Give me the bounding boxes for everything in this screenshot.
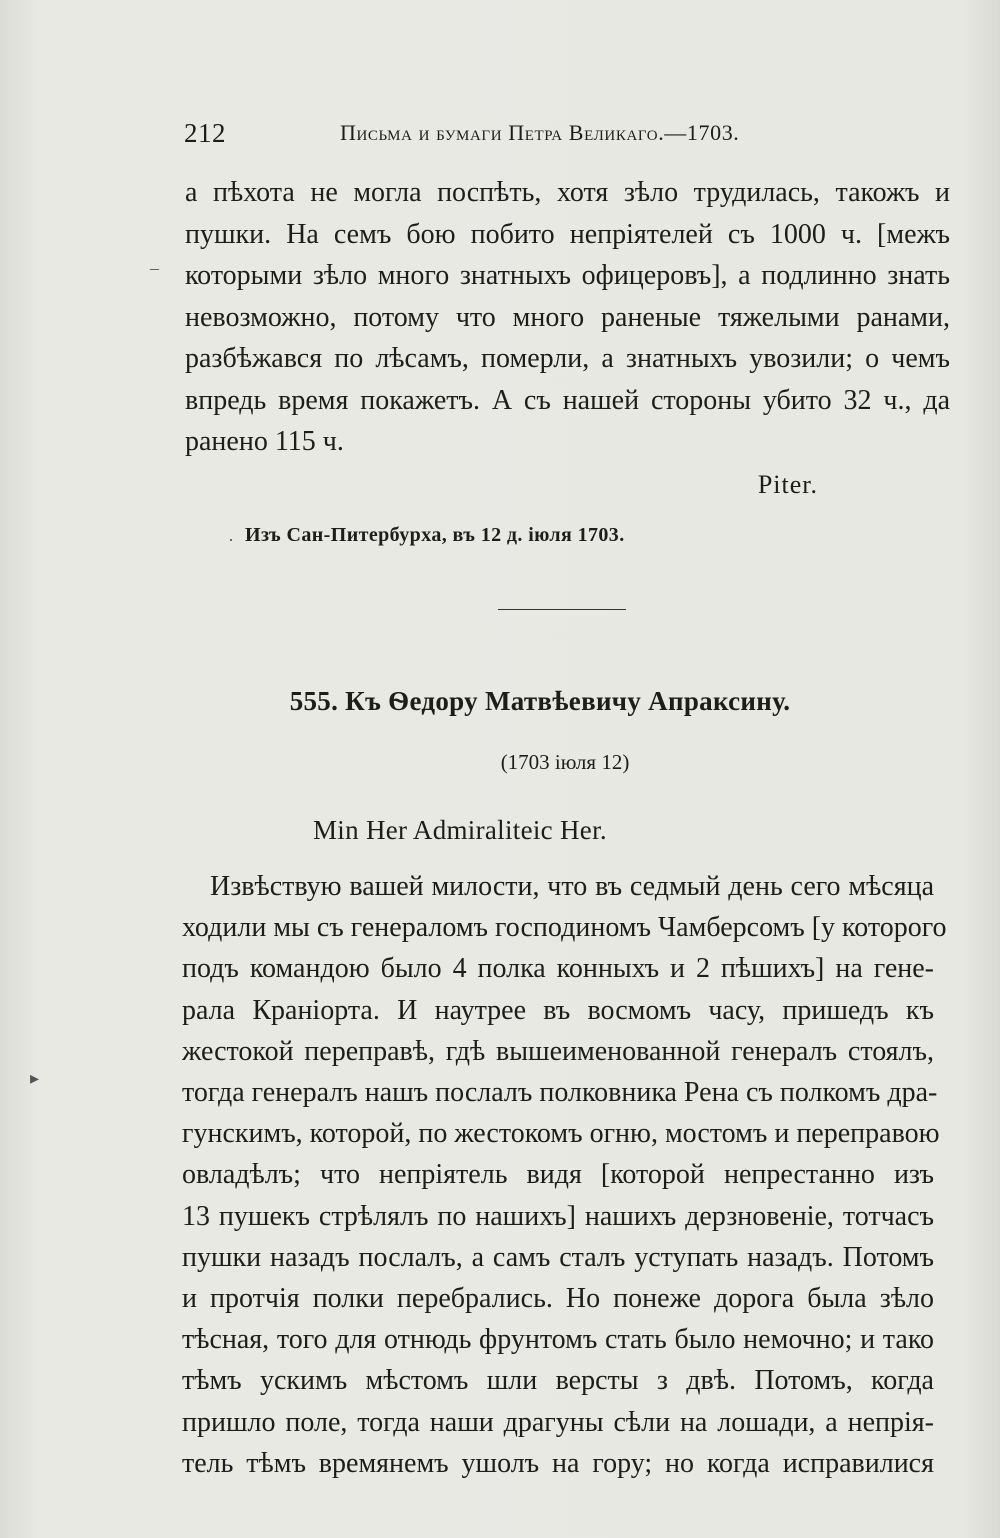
text-line: невозможно, потому что много раненые тяжелыми ранами, xyxy=(185,301,950,333)
text-line: ходили мы съ генераломъ господиномъ Чамберсомъ [у которого xyxy=(182,912,947,944)
text-line: и протчія полки перебрались. Но понеже дорога была зѣло xyxy=(182,1283,934,1315)
text-line: впредь время покажетъ. А съ нашей стороны убито 32 ч., да xyxy=(185,384,950,416)
salutation: Min Her Admiraliteic Her. xyxy=(313,815,607,845)
running-head: Письма и бумаги Петра Великаго.—1703. xyxy=(340,120,740,145)
text-line: ранено 115 ч. xyxy=(185,426,344,457)
text-line: тель тѣмъ времянемъ ушолъ на гору; но когда исправилися xyxy=(182,1447,934,1479)
page-header xyxy=(180,118,820,154)
margin-arrow-mark: ▸ xyxy=(30,1068,40,1088)
text-line: овладѣлъ; что непріятель видя [которой непрестанно изъ xyxy=(182,1159,934,1191)
text-line: пушки назадъ послалъ, а самъ сталъ уступать назадъ. Потомъ xyxy=(182,1241,934,1273)
text-line: разбѣжався по лѣсамъ, померли, а знатныхъ увозили; о чемъ xyxy=(185,343,950,374)
text-line: жестокой переправѣ, гдѣ вышеименованной генералъ стоялъ, xyxy=(182,1035,934,1067)
text-line: рала Краніорта. И наутрее въ восмомъ часу, пришедъ къ xyxy=(182,994,934,1026)
text-line: а пѣхота не могла поспѣть, хотя зѣло трудилась, такожъ и xyxy=(185,177,950,208)
text-line: которыми зѣло много знатныхъ офицеровъ], а подлинно знать xyxy=(185,260,950,291)
text-line: пушки. На семъ бою побито непріятелей съ 1000 ч. [межъ xyxy=(185,218,950,250)
text-line: пришло поле, тогда наши драгуны сѣли на лошади, а непрія- xyxy=(182,1406,934,1438)
signature: Piter. xyxy=(757,470,818,499)
margin-dot-mark: · xyxy=(228,530,234,550)
text-line: гунскимъ, которой, по жестокомъ огню, мостомъ и переправою xyxy=(182,1118,940,1150)
letter-title: 555. Къ Ѳедору Матвѣевичу Апраксину. xyxy=(289,686,791,716)
place-date-line: Изъ Сан-Питербурха, въ 12 д. іюля 1703. xyxy=(245,524,625,546)
section-divider xyxy=(498,609,626,610)
letter-553-closing-paragraph xyxy=(185,172,950,463)
text-line: 13 пушекъ стрѣлялъ по нашихъ] нашихъ дерзновеніе, тотчасъ xyxy=(182,1200,934,1232)
text-line: тѣмъ ускимъ мѣстомъ шли версты з двѣ. Потомъ, когда xyxy=(182,1365,934,1397)
margin-dash-mark: – xyxy=(150,258,159,278)
text-line: тогда генералъ нашъ послалъ полковника Рена съ полкомъ дра- xyxy=(182,1077,938,1109)
text-line: тѣсная, того для отнюдь фрунтомъ стать было немочно; и тако xyxy=(182,1324,934,1356)
page-number: 212 xyxy=(184,118,226,148)
text-line: подъ командою было 4 полка конныхъ и 2 пѣшихъ] на гене- xyxy=(182,953,934,985)
letter-date: (1703 іюля 12) xyxy=(500,750,630,774)
text-line: Извѣствую вашей милости, что въ седмый день сего мѣсяца xyxy=(210,871,934,902)
letter-555-body xyxy=(182,866,947,1484)
